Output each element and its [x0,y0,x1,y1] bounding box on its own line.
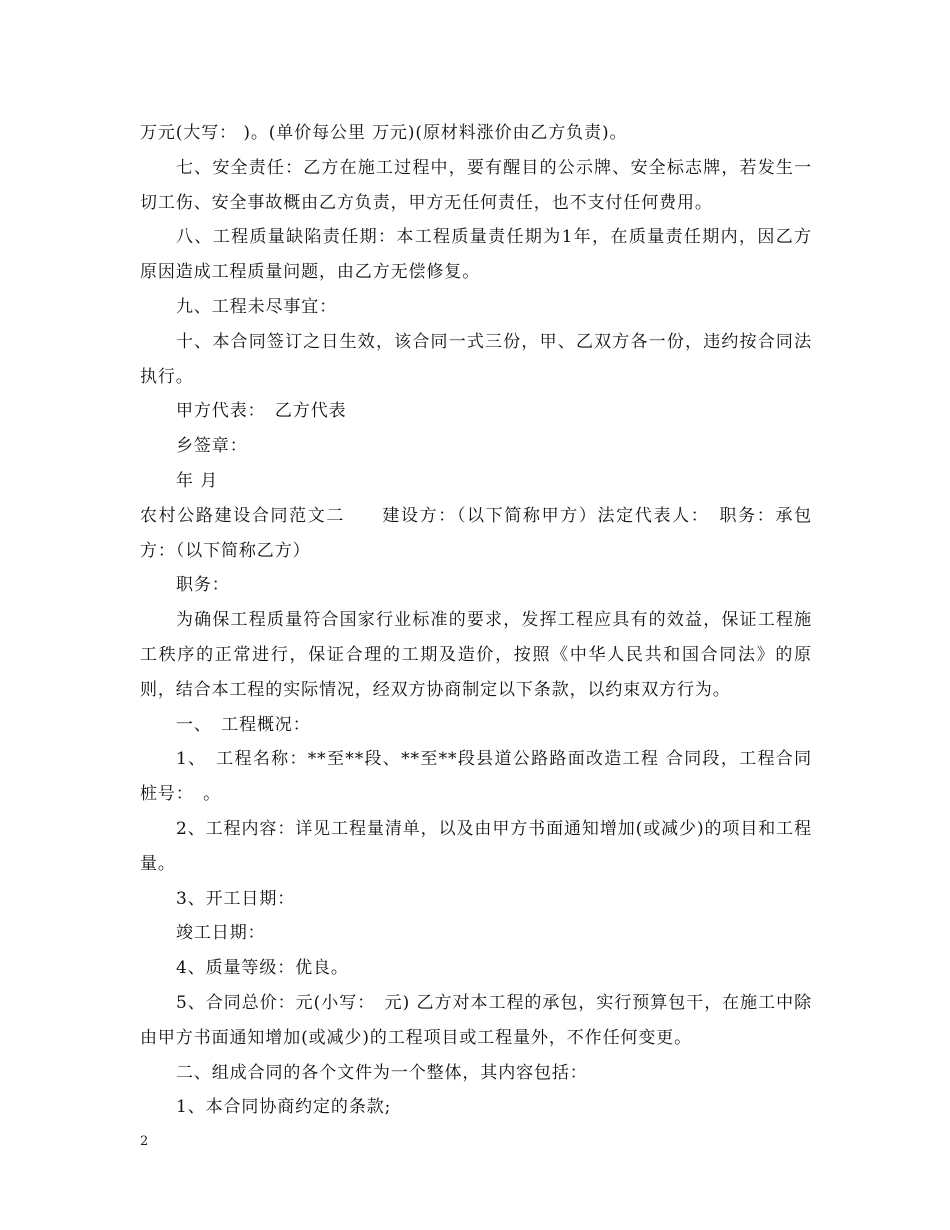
paragraph: 八、工程质量缺陷责任期：本工程质量责任期为1年，在质量责任期内，因乙方原因造成工程质量问题，由乙方无偿修复。 [140,227,812,283]
paragraph: 4、质量等级：优良。 [176,958,349,979]
paragraph: 乡签章： [176,436,248,457]
paragraph: 职务： [176,575,230,596]
paragraph: 一、 工程概况： [176,714,311,735]
page-number: 2 [140,1134,149,1149]
paragraph: 为确保工程质量符合国家行业标准的要求，发挥工程应具有的效益，保证工程施工秩序的正常进行，保证合理的工期及造价，按照《中华人民共和国合同法》的原则，结合本工程的实际情况，经双方协商制定以下条款，以约束双方行为。 [140,610,812,700]
paragraph: 1、本合同协商约定的条款; [176,1097,392,1118]
paragraph: 2、工程内容：详见工程量清单，以及由甲方书面通知增加(或减少)的项目和工程量。 [140,818,812,874]
paragraph: 二、组成合同的各个文件为一个整体，其内容包括： [176,1062,588,1083]
paragraph: 农村公路建设合同范文二 建设方：（以下简称甲方）法定代表人： 职务：承包方：（以下简称乙方） [140,505,812,561]
document-body [140,116,812,1125]
paragraph: 七、安全责任：乙方在施工过程中，要有醒目的公示牌、安全标志牌，若发生一切工伤、安全事故概由乙方负责，甲方无任何责任，也不支付任何费用。 [140,157,812,213]
paragraph: 万元(大写： )。(单价每公里 万元)(原材料涨价由乙方负责)。 [140,123,628,143]
paragraph: 5、合同总价：元(小写： 元) 乙方对本工程的承包，实行预算包干，在施工中除由甲方书面通知增加(或减少)的工程项目或工程量外，不作任何变更。 [140,992,812,1048]
paragraph: 1、 工程名称：**至**段、**至**段县道公路路面改造工程 合同段，工程合同桩号： 。 [140,749,812,805]
paragraph: 3、开工日期： [176,888,296,909]
paragraph: 年 月 [176,470,219,491]
paragraph: 九、工程未尽事宜： [176,296,338,317]
paragraph: 竣工日期： [176,923,266,944]
paragraph: 十、本合同签订之日生效，该合同一式三份，甲、乙双方各一份，违约按合同法执行。 [140,331,812,387]
paragraph: 甲方代表： 乙方代表 [176,401,347,422]
